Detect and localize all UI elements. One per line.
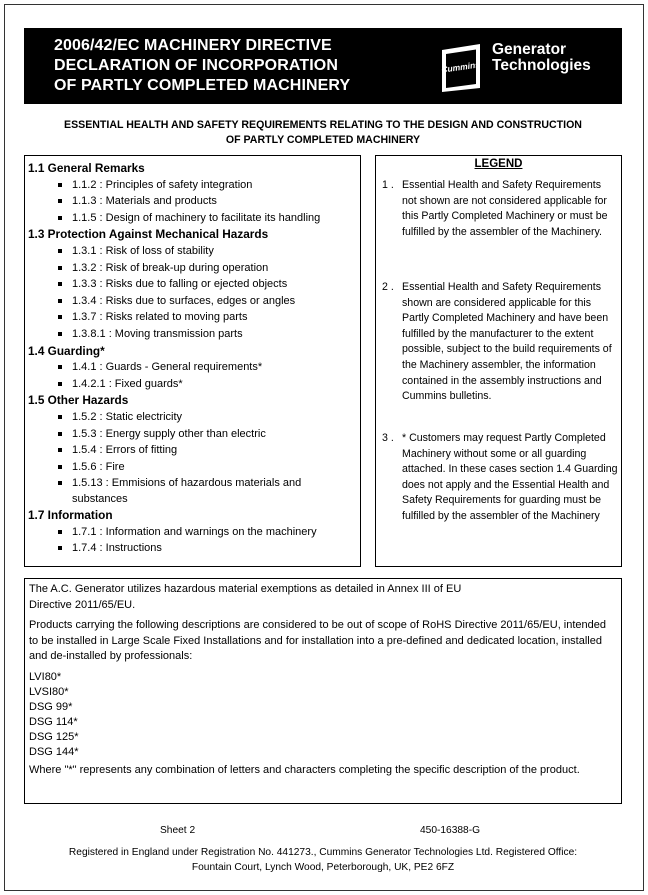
legend-number: 2 . (382, 281, 394, 293)
header-banner (24, 28, 622, 104)
requirement-item: 1.5.2 : Static electricity (28, 409, 360, 426)
brand-line-1: Generator (492, 41, 567, 58)
bullet-icon (58, 199, 62, 203)
legend-item (382, 178, 618, 240)
bullet-icon (58, 216, 62, 220)
requirement-item: 1.4.1 : Guards - General requirements* (28, 359, 360, 376)
section-heading: 1.1 General Remarks (28, 161, 145, 175)
section-heading: 1.7 Information (28, 508, 113, 523)
bullet-icon (58, 415, 62, 419)
bullet-icon (58, 332, 62, 336)
model-list (29, 670, 617, 760)
rohs-paragraph-1: The A.C. Generator utilizes hazardous material exemptions as detailed in Annex III of EU Directive 2011/65/EU. (29, 583, 462, 611)
registration-line-1: Registered in England under Registration No. 441273., Cummins Generator Technologies Ltd. Registered Office: (68, 847, 578, 858)
logo-text: Cummins (440, 59, 481, 75)
brand-name (492, 42, 591, 74)
document-number: 450-16388-G (420, 825, 481, 836)
requirement-item: 1.5.13 : Emmisions of hazardous materials and substances (28, 475, 360, 507)
bullet-icon (58, 183, 62, 187)
bullet-icon (58, 266, 62, 270)
requirement-item: 1.3.7 : Risks related to moving parts (28, 309, 360, 326)
bullet-icon (58, 530, 62, 534)
legend-text: Essential Health and Safety Requirements not shown are not considered applicable for this Partly Completed Machinery or must be fulfilled by the assembler of the Machinery. (402, 179, 608, 238)
legend-item (382, 431, 618, 525)
cummins-logo-icon (436, 40, 486, 94)
requirement-item: 1.3.4 : Risks due to surfaces, edges or angles (28, 293, 360, 310)
requirement-item: 1.4.2.1 : Fixed guards* (28, 376, 360, 393)
bullet-icon (58, 432, 62, 436)
bullet-icon (58, 315, 62, 319)
section-subtitle (24, 118, 622, 148)
title-line-3: OF PARTLY COMPLETED MACHINERY (54, 77, 351, 94)
subtitle-line-1: ESSENTIAL HEALTH AND SAFETY REQUIREMENTS RELATING TO THE DESIGN AND CONSTRUCTION (64, 119, 582, 131)
registration-info (24, 845, 622, 875)
legend-text: * Customers may request Partly Completed Machinery without some or all guarding attached. In these cases section 1.4 Guarding does not apply and the Essential Health and Safety Requirements for guarding must be fulfilled by the assembler of the Machinery (402, 432, 618, 522)
requirement-item: 1.1.2 : Principles of safety integration (28, 177, 360, 194)
bullet-icon (58, 299, 62, 303)
requirements-list (24, 155, 361, 567)
requirement-item: 1.5.4 : Errors of fitting (28, 442, 360, 459)
legend-item (382, 280, 618, 405)
bullet-icon (58, 365, 62, 369)
rohs-paragraph-2: Products carrying the following descriptions are considered to be out of scope of RoHS Directive 2011/65/EU, intended to be installed in Large Scale Fixed Installations and for installation into a pre-defined and dedicated location, installed and de-installed by professionals: (29, 619, 607, 662)
model-item: DSG 114* (29, 715, 78, 728)
model-item: DSG 99* (29, 700, 73, 713)
title-line-2: DECLARATION OF INCORPORATION (54, 57, 338, 74)
bullet-icon (58, 546, 62, 550)
requirement-item: 1.1.5 : Design of machinery to facilitate its handling (28, 210, 360, 227)
requirement-item: 1.1.3 : Materials and products (28, 193, 360, 210)
registration-line-2: Fountain Court, Lynch Wood, Peterborough, UK, PE2 6FZ (191, 862, 455, 873)
section-heading: 1.3 Protection Against Mechanical Hazards (28, 227, 269, 242)
requirement-item: 1.7.4 : Instructions (28, 540, 360, 557)
model-item: LVI80* (29, 670, 62, 683)
bullet-icon (58, 465, 62, 469)
section-heading: 1.5 Other Hazards (28, 393, 129, 408)
rohs-paragraph-3: Where "*" represents any combination of letters and characters completing the specific description of the product. (29, 763, 580, 776)
bullet-icon (58, 382, 62, 386)
legend-number: 1 . (382, 179, 394, 191)
model-item: DSG 144* (29, 745, 79, 758)
legend-title: LEGEND (474, 158, 523, 170)
requirement-item: 1.7.1 : Information and warnings on the machinery (28, 524, 360, 541)
model-item: DSG 125* (29, 730, 79, 743)
requirement-item: 1.3.8.1 : Moving transmission parts (28, 326, 360, 343)
rohs-statement (24, 578, 622, 804)
legend-box (375, 155, 622, 567)
brand-line-2: Technologies (492, 57, 591, 74)
bullet-icon (58, 249, 62, 253)
document-title (54, 36, 350, 96)
bullet-icon (58, 282, 62, 286)
requirement-item: 1.5.6 : Fire (28, 459, 360, 476)
subtitle-line-2: OF PARTLY COMPLETED MACHINERY (225, 134, 421, 146)
bullet-icon (58, 481, 62, 485)
section-heading: 1.4 Guarding* (28, 343, 105, 358)
model-item: LVSI80* (29, 685, 69, 698)
sheet-number: Sheet 2 (160, 825, 196, 836)
requirement-item: 1.3.3 : Risks due to falling or ejected objects (28, 276, 360, 293)
title-line-1: 2006/42/EC MACHINERY DIRECTIVE (54, 37, 332, 54)
legend-text: Essential Health and Safety Requirements shown are considered applicable for this Partly Completed Machinery and have been fulfilled by the manufacturer to the extent possible, subject to the build requirements of the Machinery assembler, the information contained in the assembly instructions and Cummins bulletins. (402, 281, 612, 403)
requirement-item: 1.3.2 : Risk of break-up during operation (28, 260, 360, 277)
bullet-icon (58, 448, 62, 452)
requirement-item: 1.3.1 : Risk of loss of stability (28, 243, 360, 260)
requirement-item: 1.5.3 : Energy supply other than electric (28, 426, 360, 443)
legend-number: 3 . (382, 432, 394, 444)
